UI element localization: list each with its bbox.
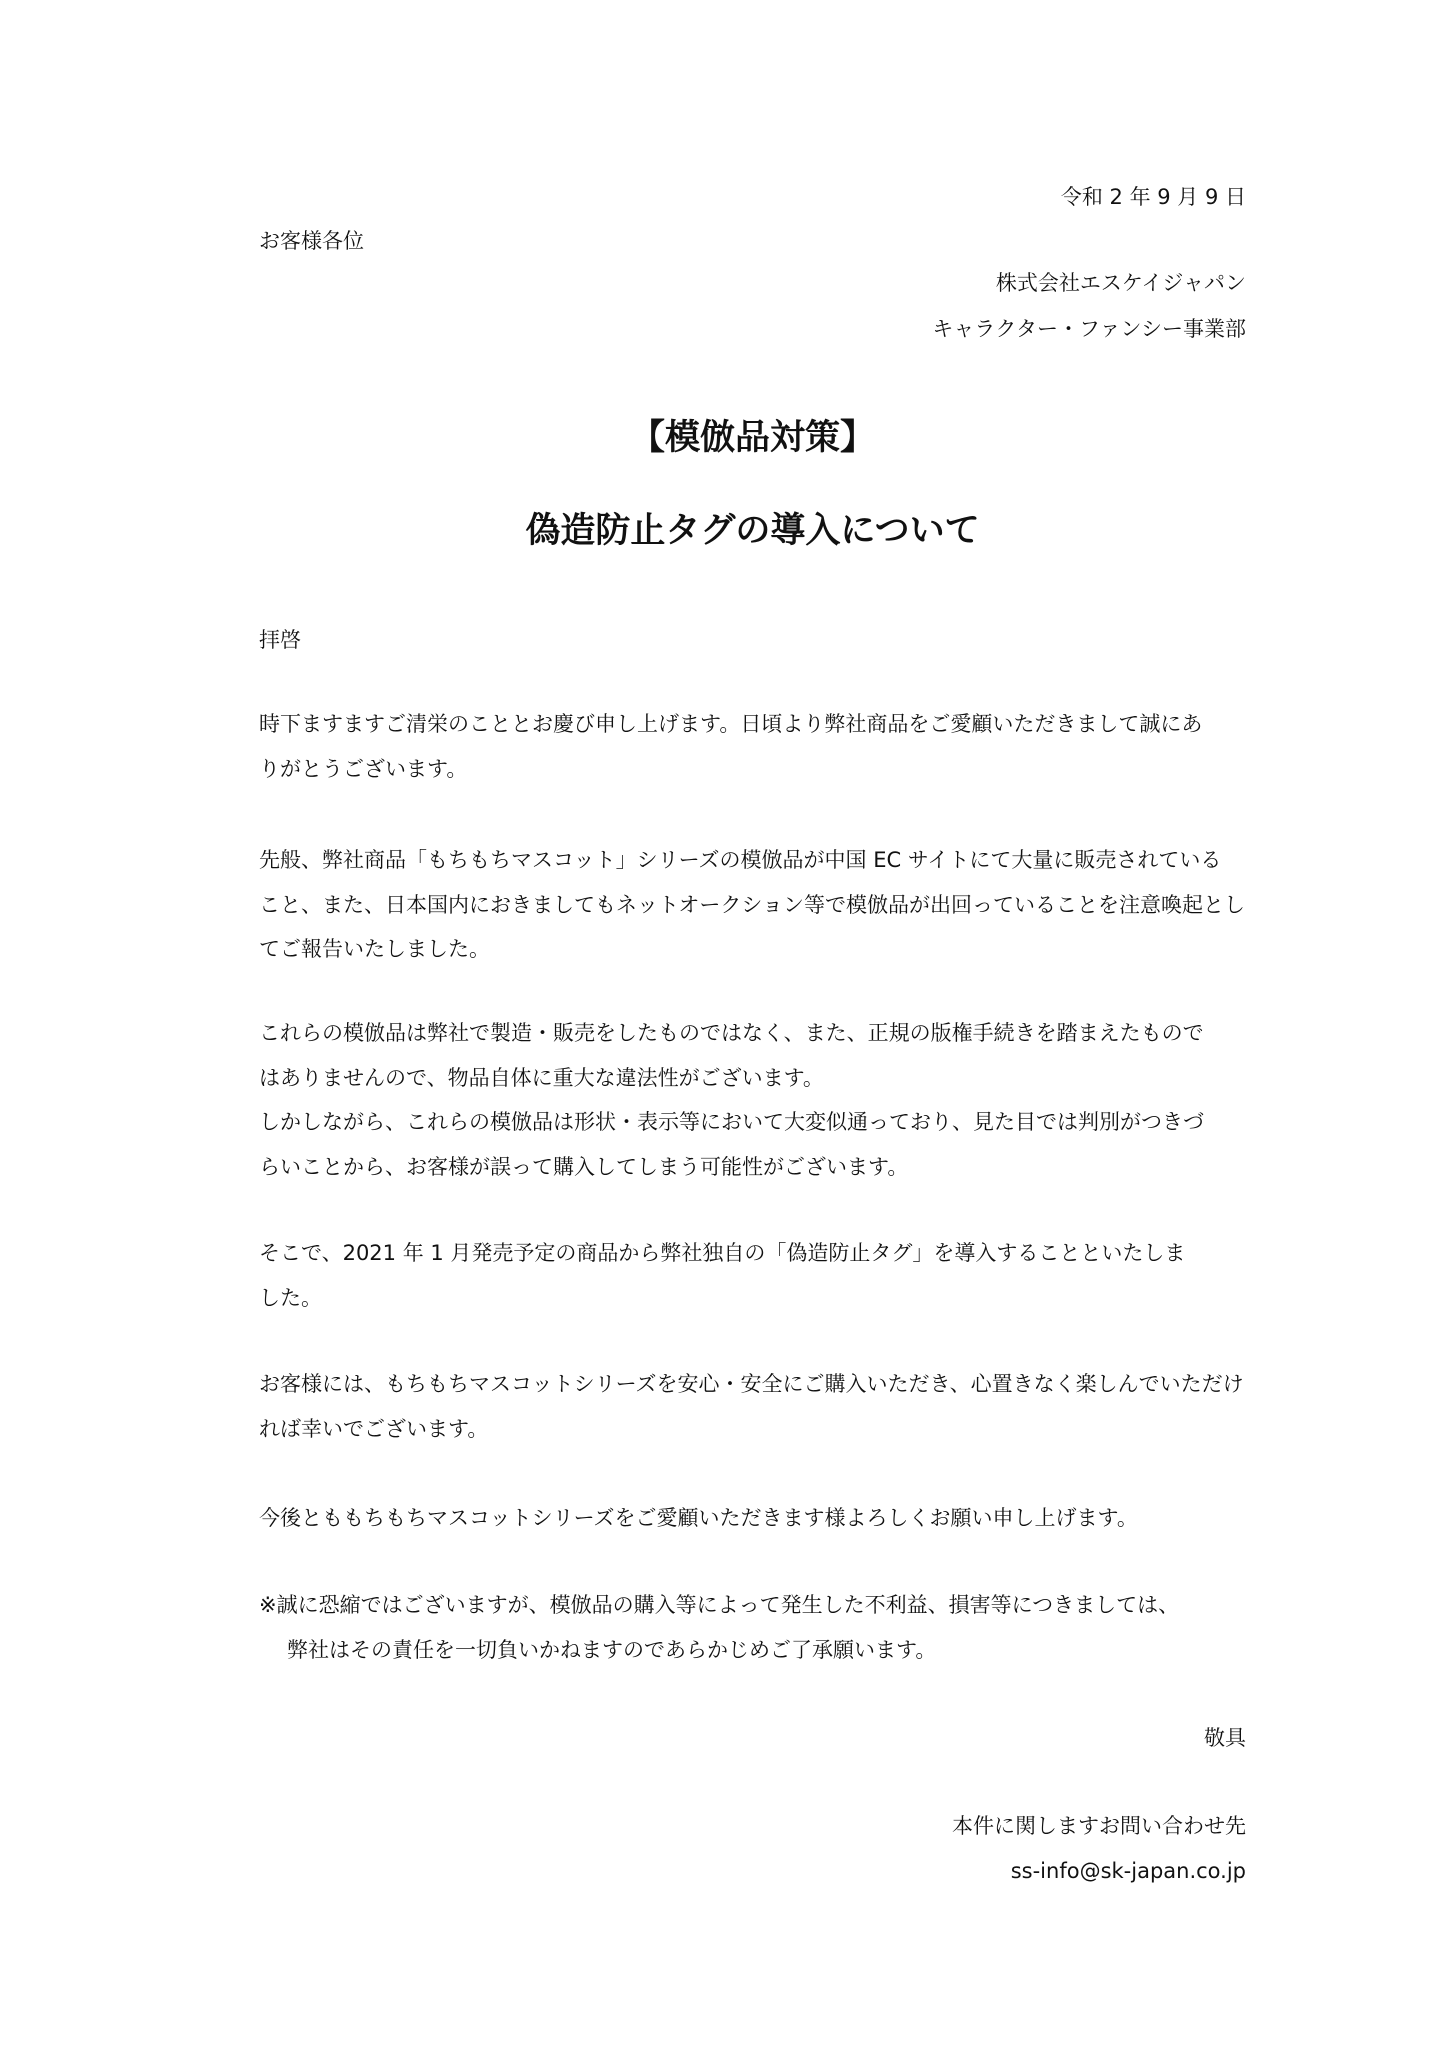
paragraph-line: らいことから、お客様が誤って購入してしまう可能性がございます。 [259,1155,909,1180]
salutation: 拝啓 [259,628,301,652]
document-title: 【模倣品対策】 [629,418,875,458]
contact-label: 本件に関しますお問い合わせ先 [952,1814,1246,1838]
paragraph-line: てご報告いたしました。 [259,937,490,962]
paragraph-line: りがとうございます。 [259,756,468,781]
document-subtitle: 偽造防止タグの導入について [525,511,980,551]
document-date: 令和 2 年 9 月 9 日 [1060,185,1246,209]
paragraph-illegality [259,1011,1246,1190]
paragraph-line: こと、また、日本国内におきましてもネットオークション等で模倣品が出回っていることを注意喚起とし [259,892,1245,917]
paragraph-line: れば幸いでございます。 [259,1416,489,1441]
paragraph-closing-request [259,1496,1246,1541]
paragraph-line: はありませんので、物品自体に重大な違法性がございます。 [259,1065,824,1090]
sender-department: キャラクター・ファンシー事業部 [932,317,1246,341]
recipient: お客様各位 [259,229,364,253]
contact-block [952,1804,1246,1893]
paragraph-line: お客様には、もちもちマスコットシリーズを安心・安全にご購入いただき、心置きなく楽しんでいただけ [259,1372,1244,1396]
paragraph-line: そこで、2021 年 1 月発売予定の商品から弊社独自の「偽造防止タグ」を導入することといたしま [259,1241,1186,1265]
paragraph-line: 今後とももちもちマスコットシリーズをご愛顧いただきます様よろしくお願い申し上げます。 [259,1506,1138,1530]
paragraph-line: 時下ますますご清栄のこととお慶び申し上げます。日頃より弊社商品をご愛顧いただきまして誠にあ [259,712,1203,736]
paragraph-line: 先般、弊社商品「もちもちマスコット」シリーズの模倣品が中国 EC サイトにて大量に販売されている [259,848,1222,872]
paragraph-line: これらの模倣品は弊社で製造・販売をしたものではなく、また、正規の版権手続きを踏まえたもので [259,1021,1204,1045]
paragraph-greeting [259,702,1246,791]
sender-company: 株式会社エスケイジャパン [995,271,1246,295]
closing [1204,1716,1246,1761]
paragraph-tag-introduction [259,1231,1246,1320]
paragraph-line: しかしながら、これらの模倣品は形状・表示等において大変似通っており、見た目では判別がつきづ [259,1110,1204,1135]
contact-email: ss-info@sk-japan.co.jp [1010,1858,1246,1883]
disclaimer-note [259,1583,1246,1672]
paragraph-customer-message [259,1362,1246,1451]
paragraph-line: した。 [259,1285,322,1310]
note-line: ※誠に恐縮ではございますが、模倣品の購入等によって発生した不利益、損害等につきましては、 [259,1593,1180,1617]
note-line: 弊社はその責任を一切負いかねますのであらかじめご了承願います。 [287,1637,937,1662]
closing-text: 敬具 [1204,1726,1246,1750]
paragraph-counterfeit-report [259,838,1246,972]
